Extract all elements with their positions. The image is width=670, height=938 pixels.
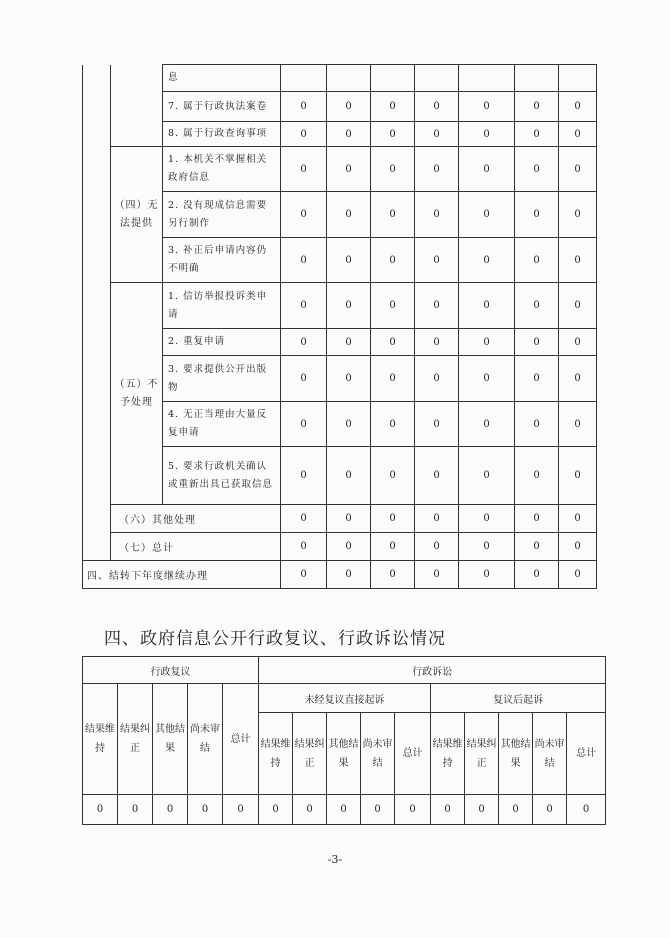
table-cell: 0 — [459, 147, 515, 192]
blank-cell — [111, 92, 163, 122]
page-number: -3- — [327, 853, 343, 866]
col-header: 尚未审结 — [361, 713, 395, 795]
table-row — [83, 65, 597, 92]
table-cell: 0 — [415, 356, 459, 402]
table-cell: 0 — [515, 92, 559, 122]
table-cell: 0 — [371, 561, 415, 589]
table-cell: 0 — [327, 147, 371, 192]
col-header: 尚未审结 — [533, 713, 567, 795]
table-cell: 0 — [415, 122, 459, 147]
row-label: （六）其他处理 — [111, 505, 281, 533]
table-cell: 0 — [371, 122, 415, 147]
table-cell: 0 — [327, 92, 371, 122]
review-litigation-table — [82, 656, 606, 825]
table-row — [83, 147, 597, 192]
table-cell: 0 — [559, 147, 597, 192]
table-cell: 0 — [327, 402, 371, 447]
col-header: 总计 — [567, 713, 606, 795]
table-cell: 0 — [281, 122, 327, 147]
table-cell — [559, 65, 597, 92]
table-cell: 0 — [371, 192, 415, 238]
table-cell: 0 — [559, 533, 597, 561]
col-header: 结果维持 — [83, 684, 118, 795]
col-header: 总计 — [395, 713, 431, 795]
row-label: 3. 补正后申请内容仍不明确 — [163, 238, 281, 283]
table-cell: 0 — [499, 795, 533, 825]
table-cell: 0 — [459, 238, 515, 283]
table-cell: 0 — [515, 561, 559, 589]
blank-cell — [83, 283, 111, 505]
table-cell: 0 — [415, 238, 459, 283]
table-cell: 0 — [259, 795, 293, 825]
table-cell: 0 — [415, 447, 459, 505]
table-cell: 0 — [281, 238, 327, 283]
table-row — [83, 283, 597, 329]
row-label: 2. 重复申请 — [163, 329, 281, 356]
table-cell: 0 — [567, 795, 606, 825]
table-cell: 0 — [415, 533, 459, 561]
table-cell: 0 — [559, 447, 597, 505]
table-cell: 0 — [459, 505, 515, 533]
table-cell — [281, 65, 327, 92]
table-cell: 0 — [118, 795, 153, 825]
table-cell: 0 — [415, 283, 459, 329]
table-cell: 0 — [415, 329, 459, 356]
table-cell: 0 — [371, 329, 415, 356]
table-cell: 0 — [153, 795, 188, 825]
col-header: 结果纠正 — [118, 684, 153, 795]
table-cell: 0 — [415, 92, 459, 122]
table-cell: 0 — [327, 447, 371, 505]
table-cell: 0 — [327, 283, 371, 329]
table-cell: 0 — [515, 402, 559, 447]
table-cell: 0 — [559, 561, 597, 589]
col-header: 结果纠正 — [293, 713, 327, 795]
table-cell: 0 — [515, 356, 559, 402]
row-label: 1. 信访举报投诉类申请 — [163, 283, 281, 329]
table-cell: 0 — [327, 238, 371, 283]
table-cell: 0 — [371, 447, 415, 505]
table-cell: 0 — [459, 447, 515, 505]
table-cell: 0 — [459, 122, 515, 147]
table-cell: 0 — [515, 283, 559, 329]
table-cell — [371, 65, 415, 92]
row-label: 4. 无正当理由大量反复申请 — [163, 402, 281, 447]
group-label: （四）无法提供 — [111, 147, 163, 283]
table-cell: 0 — [371, 356, 415, 402]
blank-cell — [83, 92, 111, 122]
table-row — [83, 561, 597, 589]
col-header: 总计 — [223, 684, 259, 795]
table-cell: 0 — [327, 505, 371, 533]
table-cell: 0 — [415, 147, 459, 192]
table-cell: 0 — [188, 795, 223, 825]
table-cell: 0 — [515, 505, 559, 533]
table-cell: 0 — [327, 533, 371, 561]
table-cell: 0 — [361, 795, 395, 825]
table-row — [83, 122, 597, 147]
table-cell: 0 — [415, 402, 459, 447]
table-cell: 0 — [371, 533, 415, 561]
table-cell: 0 — [371, 147, 415, 192]
table-cell: 0 — [559, 92, 597, 122]
table-cell — [327, 65, 371, 92]
blank-cell — [111, 122, 163, 147]
litigation-header: 行政诉讼 — [259, 657, 606, 684]
table-cell: 0 — [459, 283, 515, 329]
table-cell: 0 — [415, 505, 459, 533]
table-row — [83, 533, 597, 561]
row-label: 四、结转下年度继续办理 — [83, 561, 281, 589]
table-cell: 0 — [371, 505, 415, 533]
table-cell: 0 — [395, 795, 431, 825]
table-cell: 0 — [515, 447, 559, 505]
admin-review-header: 行政复议 — [83, 657, 259, 684]
row-label: （七）总计 — [111, 533, 281, 561]
table-cell: 0 — [559, 402, 597, 447]
table-cell: 0 — [533, 795, 567, 825]
application-handling-table — [82, 64, 597, 589]
col-header: 结果纠正 — [465, 713, 499, 795]
table-cell — [515, 65, 559, 92]
table-cell: 0 — [371, 238, 415, 283]
col-header: 其他结果 — [327, 713, 361, 795]
row-label: 5. 要求行政机关确认或重新出具已获取信息 — [163, 447, 281, 505]
direct-suit-header: 未经复议直接起诉 — [259, 684, 431, 713]
table-cell: 0 — [459, 92, 515, 122]
table-cell: 0 — [559, 122, 597, 147]
table-cell — [415, 65, 459, 92]
table-cell: 0 — [281, 356, 327, 402]
table-row — [83, 92, 597, 122]
table-cell: 0 — [223, 795, 259, 825]
col-header: 其他结果 — [499, 713, 533, 795]
row-label: 1. 本机关不掌握相关政府信息 — [163, 147, 281, 192]
table-cell: 0 — [281, 561, 327, 589]
table-row — [83, 505, 597, 533]
table-cell: 0 — [281, 505, 327, 533]
after-review-header: 复议后起诉 — [431, 684, 606, 713]
table-cell: 0 — [281, 533, 327, 561]
table-cell: 0 — [281, 447, 327, 505]
table-cell: 0 — [515, 329, 559, 356]
row-label: 息 — [163, 65, 281, 92]
table-cell: 0 — [371, 92, 415, 122]
table-cell: 0 — [415, 561, 459, 589]
table-cell: 0 — [371, 402, 415, 447]
table-cell: 0 — [415, 192, 459, 238]
table-cell: 0 — [281, 283, 327, 329]
table-cell: 0 — [559, 329, 597, 356]
table-cell: 0 — [371, 283, 415, 329]
col-header: 尚未审结 — [188, 684, 223, 795]
table-cell: 0 — [327, 561, 371, 589]
table-cell: 0 — [281, 92, 327, 122]
col-header: 结果维持 — [431, 713, 465, 795]
table-cell: 0 — [327, 795, 361, 825]
blank-cell — [83, 65, 111, 92]
table-cell: 0 — [559, 356, 597, 402]
blank-cell — [111, 65, 163, 92]
table-cell: 0 — [327, 122, 371, 147]
table-cell: 0 — [281, 147, 327, 192]
table-cell: 0 — [559, 192, 597, 238]
table-cell: 0 — [515, 147, 559, 192]
row-label: 3. 要求提供公开出版物 — [163, 356, 281, 402]
table-cell: 0 — [293, 795, 327, 825]
table-cell: 0 — [83, 795, 118, 825]
table-cell: 0 — [431, 795, 465, 825]
row-label: 8. 属于行政查询事项 — [163, 122, 281, 147]
table-cell: 0 — [515, 122, 559, 147]
blank-cell — [83, 122, 111, 147]
group-label: （五）不予处理 — [111, 283, 163, 505]
section-heading: 四、政府信息公开行政复议、行政诉讼情况 — [104, 629, 446, 649]
table-cell: 0 — [459, 192, 515, 238]
blank-cell — [83, 147, 111, 283]
table-cell: 0 — [327, 192, 371, 238]
blank-cell — [83, 505, 111, 533]
row-label: 7. 属于行政执法案卷 — [163, 92, 281, 122]
table-cell: 0 — [327, 329, 371, 356]
table-cell: 0 — [559, 238, 597, 283]
table-row — [83, 795, 606, 825]
table-cell: 0 — [459, 356, 515, 402]
table-cell: 0 — [459, 533, 515, 561]
table-cell: 0 — [559, 505, 597, 533]
table-cell: 0 — [459, 402, 515, 447]
table-cell: 0 — [465, 795, 499, 825]
table-cell: 0 — [459, 329, 515, 356]
col-header: 其他结果 — [153, 684, 188, 795]
table-cell — [459, 65, 515, 92]
table-cell: 0 — [281, 329, 327, 356]
table-cell: 0 — [327, 356, 371, 402]
table-cell: 0 — [459, 561, 515, 589]
row-label: 2. 没有现成信息需要另行制作 — [163, 192, 281, 238]
table-cell: 0 — [515, 533, 559, 561]
table-cell: 0 — [515, 238, 559, 283]
table-cell: 0 — [281, 192, 327, 238]
table-cell: 0 — [281, 402, 327, 447]
table-cell: 0 — [515, 192, 559, 238]
col-header: 结果维持 — [259, 713, 293, 795]
blank-cell — [83, 533, 111, 561]
table-cell: 0 — [559, 283, 597, 329]
